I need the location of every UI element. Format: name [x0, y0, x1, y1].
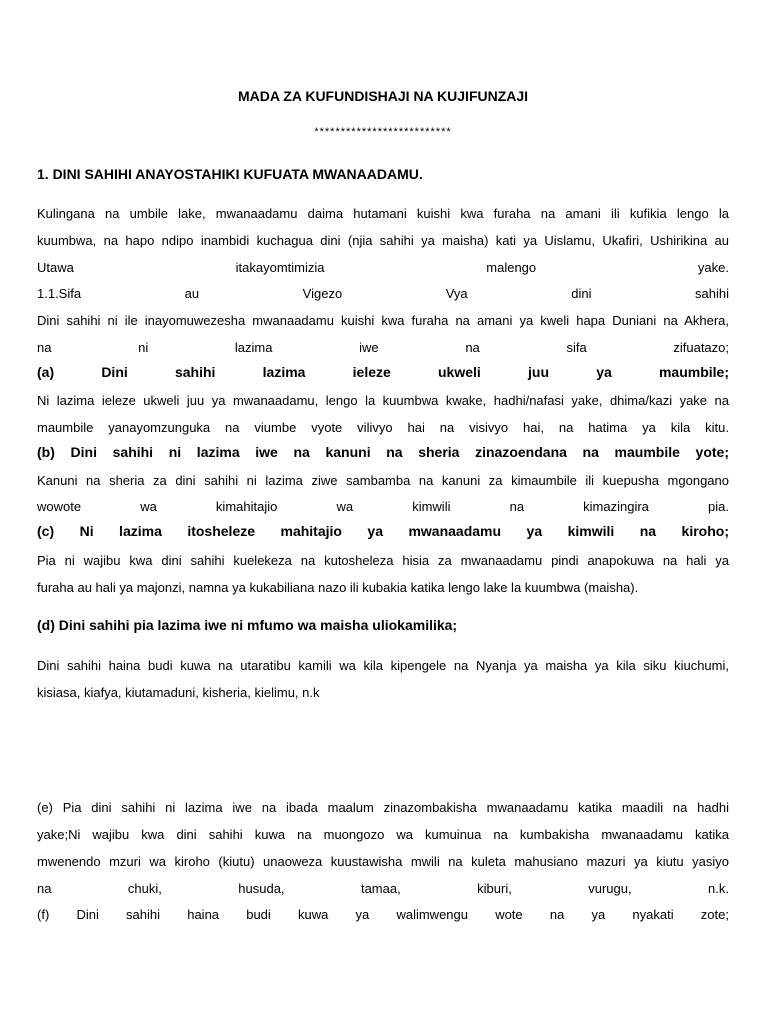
paragraph-line: Utawa itakayomtimizia malengo yake.	[37, 260, 729, 275]
paragraph-line: (e) Pia dini sahihi ni lazima iwe na ibada maalum zinazombakisha mwanaadamu katika maadili na hadhi	[37, 800, 729, 815]
point-a-heading: (a) Dini sahihi lazima ieleze ukweli juu ya maumbile;	[37, 364, 729, 380]
paragraph-line: Dini sahihi ni ile inayomuwezesha mwanaadamu kuishi kwa furaha na amani ya kweli hapa Duniani na Akhera,	[37, 313, 729, 328]
paragraph-line: Kulingana na umbile lake, mwanaadamu daima hutamani kuishi kwa furaha na amani ili kufikia lengo la	[37, 206, 729, 221]
paragraph-line: kuumbwa, na hapo ndipo inambidi kuchagua dini (njia sahihi ya maisha) kati ya Uislamu, Ukafiri, Ushirikina au	[37, 233, 729, 248]
paragraph-line: wowote wa kimahitajio wa kimwili na kimazingira pia.	[37, 499, 729, 514]
document-title: MADA ZA KUFUNDISHAJI NA KUJIFUNZAJI	[237, 88, 529, 104]
point-d-heading: (d) Dini sahihi pia lazima iwe ni mfumo wa maisha uliokamilika;	[37, 617, 458, 633]
paragraph-line: furaha au hali ya majonzi, namna ya kukabiliana nazo ili kubakia katika lengo lake la kuumbwa (maisha).	[37, 580, 639, 595]
section-heading: 1. DINI SAHIHI ANAYOSTAHIKI KUFUATA MWANAADAMU.	[37, 166, 423, 182]
separator-stars: **************************	[314, 126, 452, 138]
paragraph-line: Ni lazima ieleze ukweli juu ya mwanaadamu, lengo la kuumbwa kwake, hadhi/nafasi yake, dhima/kazi yake na	[37, 393, 729, 408]
paragraph-line: Pia ni wajibu kwa dini sahihi kuelekeza na kutosheleza hisia za mwanaadamu pindi anapokuwa na hali ya	[37, 553, 729, 568]
paragraph-line: kisiasa, kiafya, kiutamaduni, kisheria, kielimu, n.k	[37, 685, 320, 700]
subsection-heading: 1.1.Sifa au Vigezo Vya dini sahihi	[37, 286, 729, 301]
point-c-heading: (c) Ni lazima itosheleze mahitajio ya mwanaadamu ya kimwili na kiroho;	[37, 523, 729, 539]
paragraph-line: maumbile yanayomzunguka na viumbe vyote vilivyo hai na visivyo hai, na hatima ya kila kitu.	[37, 420, 729, 435]
paragraph-line: Kanuni na sheria za dini sahihi ni lazima ziwe sambamba na kanuni za kimaumbile ili kuepusha mgongano	[37, 473, 729, 488]
paragraph-line: na chuki, husuda, tamaa, kiburi, vurugu, n.k.	[37, 881, 729, 896]
paragraph-line: Dini sahihi haina budi kuwa na utaratibu kamili wa kila kipengele na Nyanja ya maisha ya kila siku kiuchumi,	[37, 658, 729, 673]
paragraph-line: mwenendo mzuri wa kiroho (kiutu) unaoweza kuustawisha mwili na kuleta mahusiano mazuri ya kiutu yasiyo	[37, 854, 729, 869]
paragraph-line: yake;Ni wajibu kwa dini sahihi kuwa na muongozo wa kumuinua na kumbakisha mwanaadamu katika	[37, 827, 729, 842]
point-b-heading: (b) Dini sahihi ni lazima iwe na kanuni na sheria zinazoendana na maumbile yote;	[37, 444, 729, 460]
paragraph-line: (f) Dini sahihi haina budi kuwa ya walimwengu wote na ya nyakati zote;	[37, 907, 729, 922]
paragraph-line: na ni lazima iwe na sifa zifuatazo;	[37, 340, 729, 355]
